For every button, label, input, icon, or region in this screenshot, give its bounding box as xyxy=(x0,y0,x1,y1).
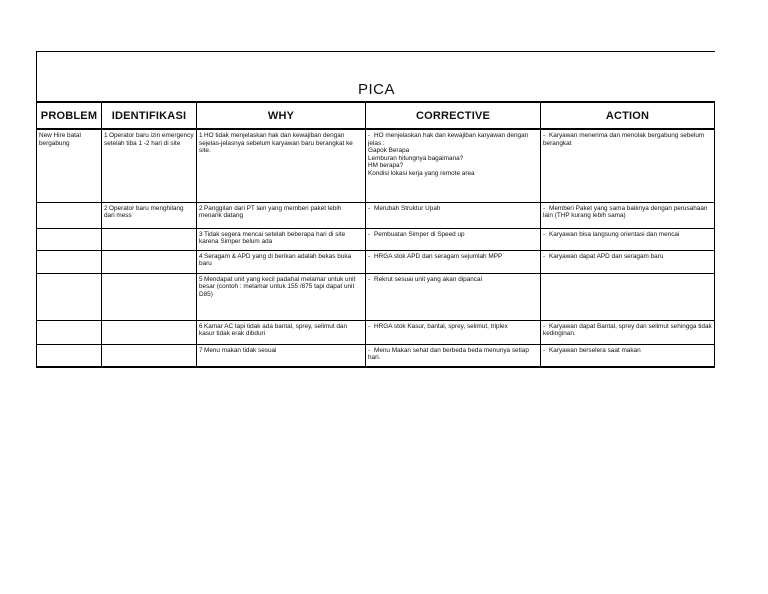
action-text: Karyawan dapat Bantal, sprey dan selimut sehingga tidak kedinginan. xyxy=(543,322,712,338)
bullet-dash: - xyxy=(543,204,546,212)
cell-why xyxy=(197,202,366,228)
bullet-dash: - xyxy=(543,132,546,139)
cell-action xyxy=(541,320,715,344)
cell-why xyxy=(197,228,366,250)
cell-problem xyxy=(37,344,102,367)
action-text: Karyawan berselera saat makan xyxy=(549,346,641,354)
cell-why xyxy=(197,129,366,202)
action-text: Karyawan dapat APD dan seragam baru xyxy=(549,252,664,260)
why-text: Mendapat unit yang kecil padahal melamar untuk unit besar (contoh : melamar untuk 155 /875 tapi dapat unit D85) xyxy=(199,275,356,298)
action-text: Memberi Paket yang sama baiknya dengan perusahaan lain (THP kurang lebih sama) xyxy=(543,204,708,220)
table-row xyxy=(37,320,715,344)
cell-corrective xyxy=(366,320,541,344)
table-row xyxy=(37,250,715,273)
table-row xyxy=(37,273,715,320)
cell-problem xyxy=(37,273,102,320)
why-number: 5 xyxy=(199,275,203,283)
header-row xyxy=(37,102,715,129)
corrective-text: Merubah Struktur Upah xyxy=(374,204,441,212)
cell-action xyxy=(541,273,715,320)
bullet-dash: - xyxy=(368,132,371,139)
corrective-text: Pembuatan Simper di Speed up xyxy=(374,230,465,238)
cell-action xyxy=(541,129,715,202)
problem-text: New Hire batal bergabung xyxy=(39,132,81,147)
header-identifikasi: IDENTIFIKASI xyxy=(102,102,197,129)
cell-problem xyxy=(37,202,102,228)
why-text: Menu makan tidak sesuai xyxy=(204,346,277,354)
cell-corrective xyxy=(366,202,541,228)
title-row xyxy=(36,51,715,101)
why-text: Seragam & APD yang di berikan adalah bekas buka baru xyxy=(199,252,352,268)
cell-why xyxy=(197,273,366,320)
cell-identifikasi xyxy=(102,273,197,320)
bullet-dash: - xyxy=(368,322,371,330)
cell-why xyxy=(197,250,366,273)
cell-corrective xyxy=(366,344,541,367)
cell-action xyxy=(541,202,715,228)
cell-identifikasi xyxy=(102,228,197,250)
why-number: 6 xyxy=(199,322,203,330)
pica-sheet xyxy=(36,51,715,367)
why-number: 7 xyxy=(199,346,203,354)
bullet-dash: - xyxy=(368,275,371,283)
action-text: Karyawan menerima dan menolak bergabung sebelum berangkat xyxy=(543,132,705,147)
why-number: 3 xyxy=(199,230,203,238)
corrective-text: Menu Makan sehat dan berbeda beda menunya setiap hari. xyxy=(368,346,529,362)
table-row xyxy=(37,202,715,228)
bullet-dash: - xyxy=(368,252,371,260)
cell-problem xyxy=(37,129,102,202)
cell-corrective xyxy=(366,228,541,250)
cell-corrective xyxy=(366,129,541,202)
bullet-dash: - xyxy=(368,230,371,238)
corrective-text: HO menjelaskan hak dan kewajiban karyawan dengan jelas : xyxy=(368,132,529,147)
bullet-dash: - xyxy=(543,252,546,260)
cell-problem xyxy=(37,228,102,250)
cell-why xyxy=(197,344,366,367)
ident-text: Operator baru izin emergency setelah tiba 1 -2 hari di site xyxy=(104,132,194,147)
bullet-dash: - xyxy=(543,230,546,238)
ident-text: Operator baru menghilang dari mess xyxy=(104,204,184,220)
cell-corrective xyxy=(366,273,541,320)
header-action: ACTION xyxy=(541,102,715,129)
why-text: Kamar AC tapi tidak ada bantal, sprey, selimut dan kasur tidak erak dibduri xyxy=(199,322,348,338)
corrective-subline: HM berapa? xyxy=(368,162,404,170)
page-title: PICA xyxy=(357,81,395,98)
table-row xyxy=(37,129,715,202)
pica-table xyxy=(36,101,715,368)
cell-action xyxy=(541,250,715,273)
bullet-dash: - xyxy=(543,322,546,330)
why-text: Panggilan dari PT lain yang memberi paket lebih menarik datang xyxy=(199,204,342,220)
cell-problem xyxy=(37,250,102,273)
corrective-subline: Kondisi lokasi kerja yang remote area xyxy=(368,169,475,177)
cell-identifikasi xyxy=(102,129,197,202)
cell-identifikasi xyxy=(102,250,197,273)
action-text: Karyawan bisa langsung orientasi dan mencai xyxy=(549,230,680,238)
cell-identifikasi xyxy=(102,344,197,367)
cell-action xyxy=(541,344,715,367)
corrective-subline: Gapok Berapa xyxy=(368,147,410,155)
corrective-text: Rekrut sesuai unit yang akan dipancal xyxy=(374,275,482,283)
table-row xyxy=(37,344,715,367)
why-number: 2 xyxy=(199,204,203,212)
cell-problem xyxy=(37,320,102,344)
cell-why xyxy=(197,320,366,344)
corrective-text: HRGA stok Kasur, bantal, sprey, selimut, triplex xyxy=(374,322,508,330)
header-problem: PROBLEM xyxy=(37,102,102,129)
corrective-text: HRGA stok APD dan seragam sejumlah MPP xyxy=(374,252,503,260)
header-why: WHY xyxy=(197,102,366,129)
ident-number: 2 xyxy=(104,204,108,212)
ident-number: 1 xyxy=(104,132,108,139)
why-number: 4 xyxy=(199,252,203,260)
header-corrective: CORRECTIVE xyxy=(366,102,541,129)
cell-action xyxy=(541,228,715,250)
corrective-subline: Lemburan hitungnya bagaimana? xyxy=(368,154,464,162)
bullet-dash: - xyxy=(368,346,371,354)
cell-corrective xyxy=(366,250,541,273)
cell-identifikasi xyxy=(102,320,197,344)
cell-identifikasi xyxy=(102,202,197,228)
why-number: 1 xyxy=(199,132,203,139)
why-text: Tidak segera mencai setelah beberapa hari di site karena Simper belum ada xyxy=(199,230,346,246)
bullet-dash: - xyxy=(543,346,546,354)
why-text: HO tidak menjelaskan hak dan kewajiban dengan sejelas-jelasnya sebelum karyawan baru berangkat ke site. xyxy=(199,132,353,155)
table-row xyxy=(37,228,715,250)
bullet-dash: - xyxy=(368,204,371,212)
